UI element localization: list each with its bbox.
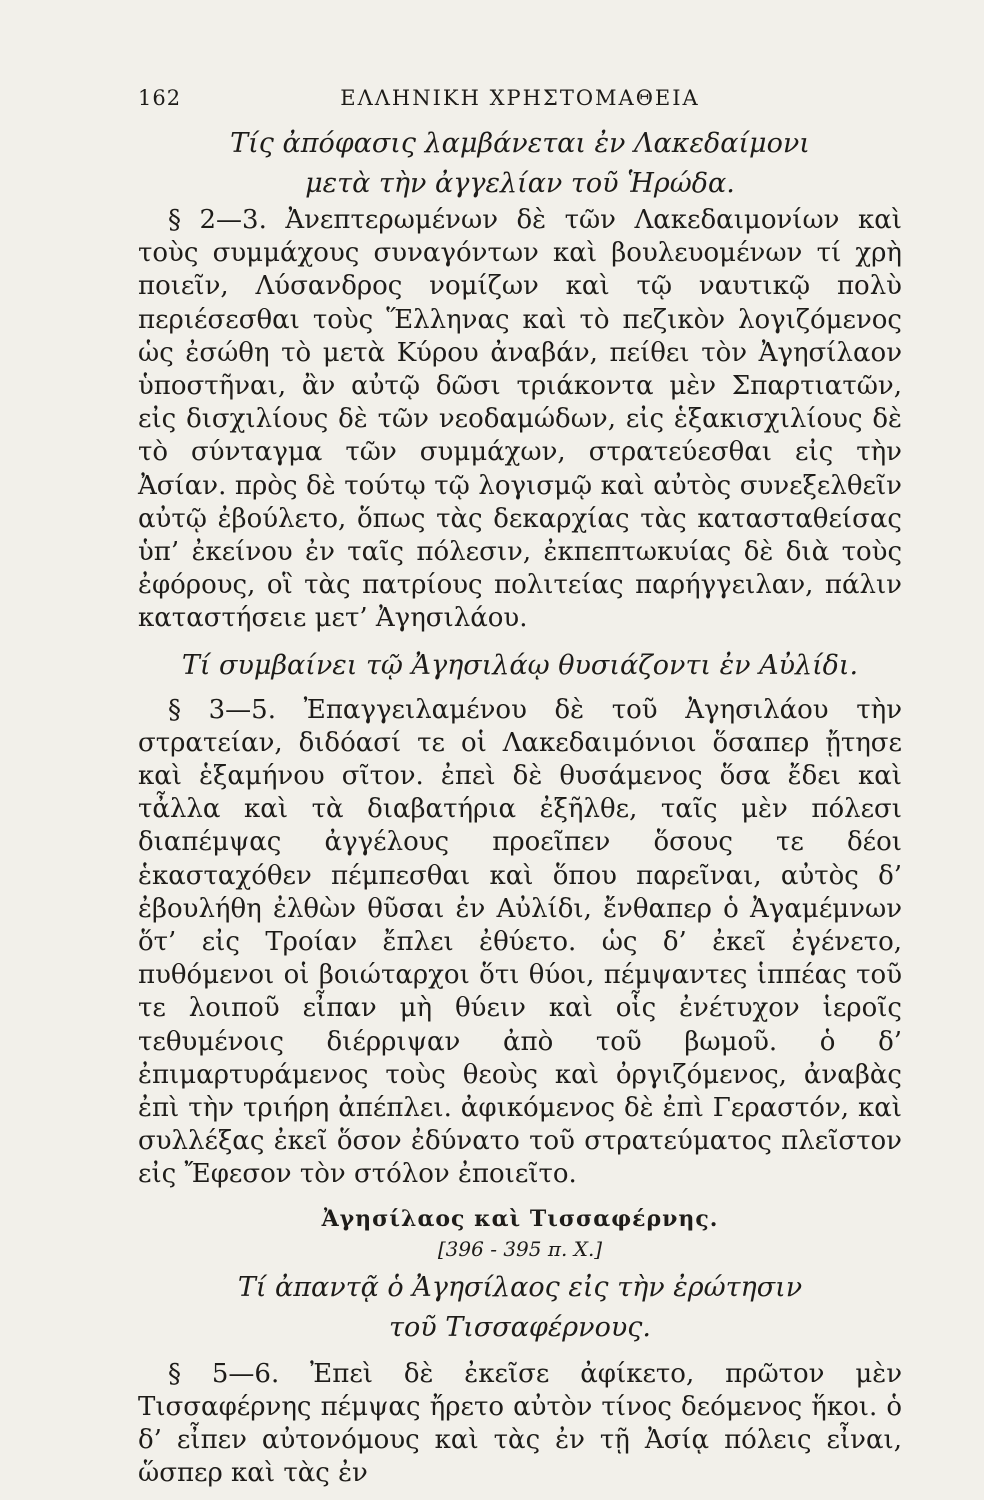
heading-line: Τί ἀπαντᾷ ὁ Ἀγησίλαος εἰς τὴν ἐρώτησιν <box>237 1271 803 1303</box>
heading-agesilaus-answer <box>138 1268 902 1348</box>
heading-sacrifice-at-aulis: Τί συμβαίνει τῷ Ἀγησιλάῳ θυσιάζοντι ἐν Αὐλίδι. <box>181 649 859 681</box>
paragraph-sections-3-5: § 3—5. Ἐπαγγειλαμένου δὲ τοῦ Ἀγησιλάου τὴν στρατείαν, διδόασί τε οἱ Λακεδαιμόνιοι ὅσαπερ ᾔτησε καὶ ἑξαμήνου σῖτον. ἐπεὶ δὲ θυσάμενος ὅσα ἔδει καὶ τἆλλα καὶ τὰ διαβατήρια ἐξῆλθε, ταῖς μὲν πόλεσι διαπέμψας ἀγγέλους προεῖπεν ὅσους τε δέοι ἑκασταχόθεν πέμπεσθαι καὶ ὅπου παρεῖναι, αὐτὸς δ’ ἐβουλήθη ἐλθὼν θῦσαι ἐν Αὐλίδι, ἔνθαπερ ὁ Ἀγαμέμνων ὅτ’ εἰς Τροίαν ἔπλει ἐθύετο. ὡς δ’ ἐκεῖ ἐγένετο, πυθόμενοι οἱ βοιώταρχοι ὅτι θύοι, πέμψαντες ἱππέας τοῦ τε λοιποῦ εἶπαν μὴ θύειν καὶ οἷς ἐνέτυχον ἱεροῖς τεθυμένοις διέρριψαν ἀπὸ τοῦ βωμοῦ. ὁ δ’ ἐπιμαρτυράμενος τοὺς θεοὺς καὶ ὀργιζόμενος, ἀναβὰς ἐπὶ τὴν τριήρη ἀπέπλει. ἀφικόμενος δὲ ἐπὶ Γεραστόν, καὶ συλλέξας ἐκεῖ ὅσον ἐδύνατο τοῦ στρατεύματος πλεῖστον εἰς Ἔφεσον τὸν στόλον ἐποιεῖτο. <box>138 694 902 1190</box>
heading-line: τοῦ Τισσαφέρνους. <box>389 1311 651 1343</box>
running-head <box>138 86 902 122</box>
running-title: ΕΛΛΗΝΙΚΗ ΧΡΗΣΤΟΜΑΘΕΙΑ <box>340 86 700 110</box>
heading-line: Τίς ἀπόφασις λαμβάνεται ἐν Λακεδαίμονι <box>230 128 810 159</box>
paragraph-sections-5-6: § 5—6. Ἐπεὶ δὲ ἐκεῖσε ἀφίκετο, πρῶτον μὲν Τισσαφέρνης πέμψας ἤρετο αὐτὸν τίνος δεόμενος ἥκοι. ὁ δ’ εἶπεν αὐτονόμους καὶ τὰς ἐν τῇ Ἀσίᾳ πόλεις εἶναι, ὥσπερ καὶ τὰς ἐν <box>138 1358 902 1489</box>
paragraph-sections-2-3: § 2—3. Ἀνεπτερωμένων δὲ τῶν Λακεδαιμονίων καὶ τοὺς συμμάχους συναγόντων καὶ βουλευομένων τί χρὴ ποιεῖν, Λύσανδρος νομίζων καὶ τῷ ναυτικῷ πολὺ περιέσεσθαι τοὺς Ἕλληνας καὶ τὸ πεζικὸν λογιζόμενος ὡς ἐσώθη τὸ μετὰ Κύρου ἀναβάν, πείθει τὸν Ἀγησίλαον ὑποστῆναι, ἂν αὐτῷ δῶσι τριάκοντα μὲν Σπαρτιατῶν, εἰς δισχιλίους δὲ τῶν νεοδαμώδων, εἰς ἑξακισχιλίους δὲ τὸ σύνταγμα τῶν συμμάχων, στρατεύεσθαι εἰς τὴν Ἀσίαν. πρὸς δὲ τούτῳ τῷ λογισμῷ καὶ αὐτὸς συνεξελθεῖν αὐτῷ ἐβούλετο, ὅπως τὰς δεκαρχίας τὰς κατασταθείσας ὑπ’ ἐκείνου ἐν ταῖς πόλεσιν, ἐκπεπτωκυίας δὲ διὰ τοὺς ἐφόρους, οἳ τὰς πατρίους πολιτείας παρήγγειλαν, πάλιν καταστήσειε μετ’ Ἀγησιλάου. <box>138 205 902 634</box>
section-title-agesilaus-tissaphernes: Ἀγησίλαος καὶ Τισσαφέρνης. <box>321 1205 719 1232</box>
page-number: 162 <box>138 86 182 110</box>
heading-line: μετὰ τὴν ἀγγελίαν τοῦ Ἡρώδα. <box>305 168 735 199</box>
section-date: [396 - 395 π. Χ.] <box>437 1236 603 1261</box>
heading-decision-in-sparta <box>138 124 902 204</box>
